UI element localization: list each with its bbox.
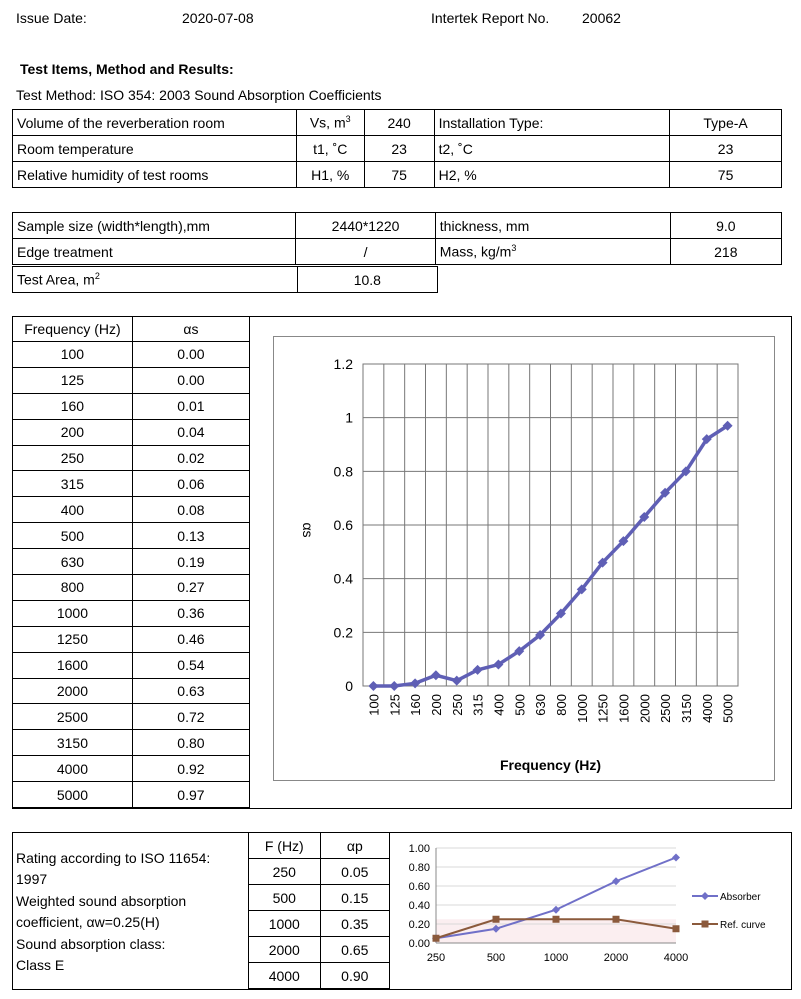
x-tick-label: 125 [387, 694, 403, 716]
test-method: Test Method: ISO 354: 2003 Sound Absorption Coefficients [16, 87, 382, 103]
room-volume-value: 240 [364, 110, 434, 136]
x-tick-label: 400 [491, 694, 507, 716]
data-point [389, 681, 399, 691]
alpha-cell: 0.72 [132, 704, 249, 730]
absorption-chart [273, 336, 775, 781]
installation-type-value: Type-A [670, 110, 782, 136]
section-title: Test Items, Method and Results: [20, 61, 234, 77]
y-tick-label: 0.20 [408, 919, 430, 931]
legend-label: Absorber [720, 892, 761, 903]
alpha-cell: 0.00 [132, 367, 249, 393]
humidity-symbol: H1, % [296, 162, 364, 188]
x-tick-label: 1250 [595, 694, 611, 723]
rating-line: Sound absorption class: [16, 935, 166, 952]
y-tick-label: 0.2 [333, 624, 353, 641]
test-area-table [12, 266, 438, 293]
x-tick-label: 2500 [658, 694, 674, 723]
alpha-cell: 0.08 [132, 497, 249, 523]
x-tick-label: 5000 [720, 694, 736, 723]
test-area-value: 10.8 [297, 267, 437, 293]
x-tick-label: 200 [428, 694, 444, 716]
table-row [13, 704, 250, 730]
alpha-cell: 0.36 [132, 600, 249, 626]
room-temp-symbol: t1, ˚C [296, 136, 364, 162]
legend-marker [702, 921, 709, 928]
freq-cell: 500 [13, 523, 133, 549]
rating-ap-cell: 0.90 [320, 963, 389, 989]
rating-line: Class E [16, 957, 65, 974]
table-row [13, 523, 250, 549]
data-point [552, 906, 560, 914]
mass-value: 218 [670, 239, 781, 265]
y-tick-label: 0.8 [333, 463, 353, 480]
x-tick-label: 500 [486, 952, 506, 964]
report-label: Intertek Report No. [431, 10, 550, 26]
table-row [13, 678, 250, 704]
x-tick-label: 250 [426, 952, 446, 964]
x-tick-label: 1600 [616, 694, 632, 723]
y-tick-label: 0.6 [333, 517, 353, 533]
rating-f-cell: 2000 [249, 937, 321, 963]
x-tick-label: 1000 [574, 694, 590, 723]
data-point [433, 935, 440, 942]
alpha-cell: 0.06 [132, 471, 249, 497]
x-tick-label: 250 [449, 694, 465, 716]
x-axis-title: Frequency (Hz) [499, 757, 602, 773]
x-tick-label: 315 [470, 694, 486, 716]
x-tick-label: 160 [408, 694, 424, 716]
x-tick-label: 100 [366, 694, 382, 716]
rating-ap-cell: 0.15 [320, 885, 389, 911]
rating-f-header: F (Hz) [249, 833, 321, 859]
data-point [431, 670, 441, 680]
freq-cell: 2000 [13, 678, 133, 704]
y-tick-label: 1 [345, 409, 353, 426]
table-row [13, 730, 250, 756]
y-tick-label: 1.00 [408, 843, 430, 855]
x-tick-label: 800 [553, 694, 569, 716]
frequency-table [12, 316, 250, 808]
data-point [672, 854, 680, 862]
data-point [493, 916, 500, 923]
freq-cell: 250 [13, 445, 133, 471]
table-row [13, 393, 250, 419]
edge-treatment-label: Edge treatment [13, 239, 296, 265]
freq-cell: 1000 [13, 600, 133, 626]
mass-label: Mass, $kg/m^3$ [435, 239, 670, 265]
legend-label: Ref. curve [720, 920, 766, 931]
alpha-cell: 0.97 [132, 782, 249, 808]
rating-ap-cell: 0.65 [320, 937, 389, 963]
rating-table [248, 832, 390, 989]
y-tick-label: 0 [345, 678, 353, 694]
room-volume-symbol: Vs, $m^3$ [296, 110, 364, 136]
freq-cell: 4000 [13, 756, 133, 782]
x-tick-label: 1000 [543, 952, 569, 964]
freq-header: Frequency (Hz) [13, 317, 133, 342]
freq-cell: 2500 [13, 704, 133, 730]
freq-cell: 100 [13, 342, 133, 368]
issue-date: 2020-07-08 [182, 10, 254, 26]
freq-cell: 1600 [13, 652, 133, 678]
y-tick-label: 0.4 [333, 570, 353, 587]
table-row [249, 963, 390, 989]
table-row [13, 497, 250, 523]
y-tick-label: 0.80 [408, 862, 430, 874]
rating-f-cell: 4000 [249, 963, 321, 989]
alpha-cell: 0.80 [132, 730, 249, 756]
humidity2-label: H2, % [434, 162, 670, 188]
freq-cell: 800 [13, 575, 133, 601]
alpha-cell: 0.27 [132, 575, 249, 601]
alpha-cell: 0.46 [132, 626, 249, 652]
rating-f-cell: 250 [249, 859, 321, 885]
rating-ap-cell: 0.05 [320, 859, 389, 885]
issue-date-label: Issue Date: [16, 10, 87, 26]
rating-ap-header: αp [320, 833, 389, 859]
table-row [13, 600, 250, 626]
y-axis-title: αs [300, 522, 316, 538]
table-row [13, 652, 250, 678]
x-tick-label: 500 [512, 694, 528, 716]
table-row [13, 367, 250, 393]
table-row [249, 911, 390, 937]
table-row [249, 859, 390, 885]
table-row [13, 626, 250, 652]
rating-ap-cell: 0.35 [320, 911, 389, 937]
sample-size-value: 2440*1220 [296, 213, 435, 239]
room-temp2-label: t2, ˚C [434, 136, 670, 162]
alpha-cell: 0.92 [132, 756, 249, 782]
alpha-cell: 0.19 [132, 549, 249, 575]
table-row [249, 885, 390, 911]
freq-cell: 3150 [13, 730, 133, 756]
freq-cell: 400 [13, 497, 133, 523]
data-point [612, 877, 620, 885]
room-temp-label: Room temperature [13, 136, 297, 162]
report-number: 20062 [582, 10, 621, 26]
edge-treatment-value: / [296, 239, 435, 265]
y-tick-label: 1.2 [333, 356, 353, 372]
rating-f-cell: 1000 [249, 911, 321, 937]
sample-size-label: Sample size (width*length),mm [13, 213, 296, 239]
x-tick-label: 2000 [637, 694, 653, 723]
table-row [249, 937, 390, 963]
room-conditions-table [12, 109, 782, 188]
rating-text [16, 848, 210, 976]
rating-line: Rating according to ISO 11654: [16, 850, 211, 866]
freq-cell: 1250 [13, 626, 133, 652]
freq-cell: 160 [13, 393, 133, 419]
alpha-cell: 0.00 [132, 342, 249, 368]
rating-line: 1997 [16, 871, 48, 888]
x-tick-label: 630 [533, 694, 549, 716]
y-tick-label: 0.00 [408, 938, 430, 950]
test-area-label: Test Area, $m^2$ [13, 267, 298, 293]
data-point [613, 916, 620, 923]
rating-chart [392, 834, 788, 986]
room-volume-label: Volume of the reverberation room [13, 110, 297, 136]
rating-line: coefficient, αw=0.25(H) [16, 914, 160, 931]
freq-cell: 5000 [13, 782, 133, 808]
legend-marker [701, 892, 709, 900]
data-point [410, 678, 420, 688]
freq-cell: 630 [13, 549, 133, 575]
data-point [368, 681, 378, 691]
rating-line: Weighted sound absorption [16, 892, 187, 909]
alpha-cell: 0.63 [132, 678, 249, 704]
freq-cell: 200 [13, 419, 133, 445]
humidity-value: 75 [364, 162, 434, 188]
sample-table [12, 212, 782, 265]
alpha-cell: 0.04 [132, 419, 249, 445]
data-point [553, 916, 560, 923]
room-temp-value: 23 [364, 136, 434, 162]
alpha-cell: 0.01 [132, 393, 249, 419]
humidity2-value: 75 [670, 162, 782, 188]
thickness-label: thickness, mm [435, 213, 670, 239]
humidity-label: Relative humidity of test rooms [13, 162, 297, 188]
alpha-cell: 0.02 [132, 445, 249, 471]
alpha-cell: 0.13 [132, 523, 249, 549]
table-row [13, 575, 250, 601]
x-tick-label: 3150 [678, 694, 694, 723]
room-temp2-value: 23 [670, 136, 782, 162]
table-row [13, 419, 250, 445]
table-row [13, 342, 250, 368]
rating-f-cell: 500 [249, 885, 321, 911]
installation-type-label: Installation Type: [434, 110, 670, 136]
table-row [13, 756, 250, 782]
y-tick-label: 0.40 [408, 900, 430, 912]
thickness-value: 9.0 [670, 213, 781, 239]
alpha-cell: 0.54 [132, 652, 249, 678]
x-tick-label: 4000 [663, 952, 689, 964]
data-point [673, 925, 680, 932]
table-row [13, 471, 250, 497]
x-tick-label: 2000 [603, 952, 629, 964]
alpha-header: αs [132, 317, 249, 342]
x-tick-label: 4000 [699, 694, 715, 723]
table-row [13, 445, 250, 471]
table-row [13, 549, 250, 575]
freq-cell: 125 [13, 367, 133, 393]
y-tick-label: 0.60 [408, 881, 430, 893]
table-row [13, 782, 250, 808]
freq-cell: 315 [13, 471, 133, 497]
